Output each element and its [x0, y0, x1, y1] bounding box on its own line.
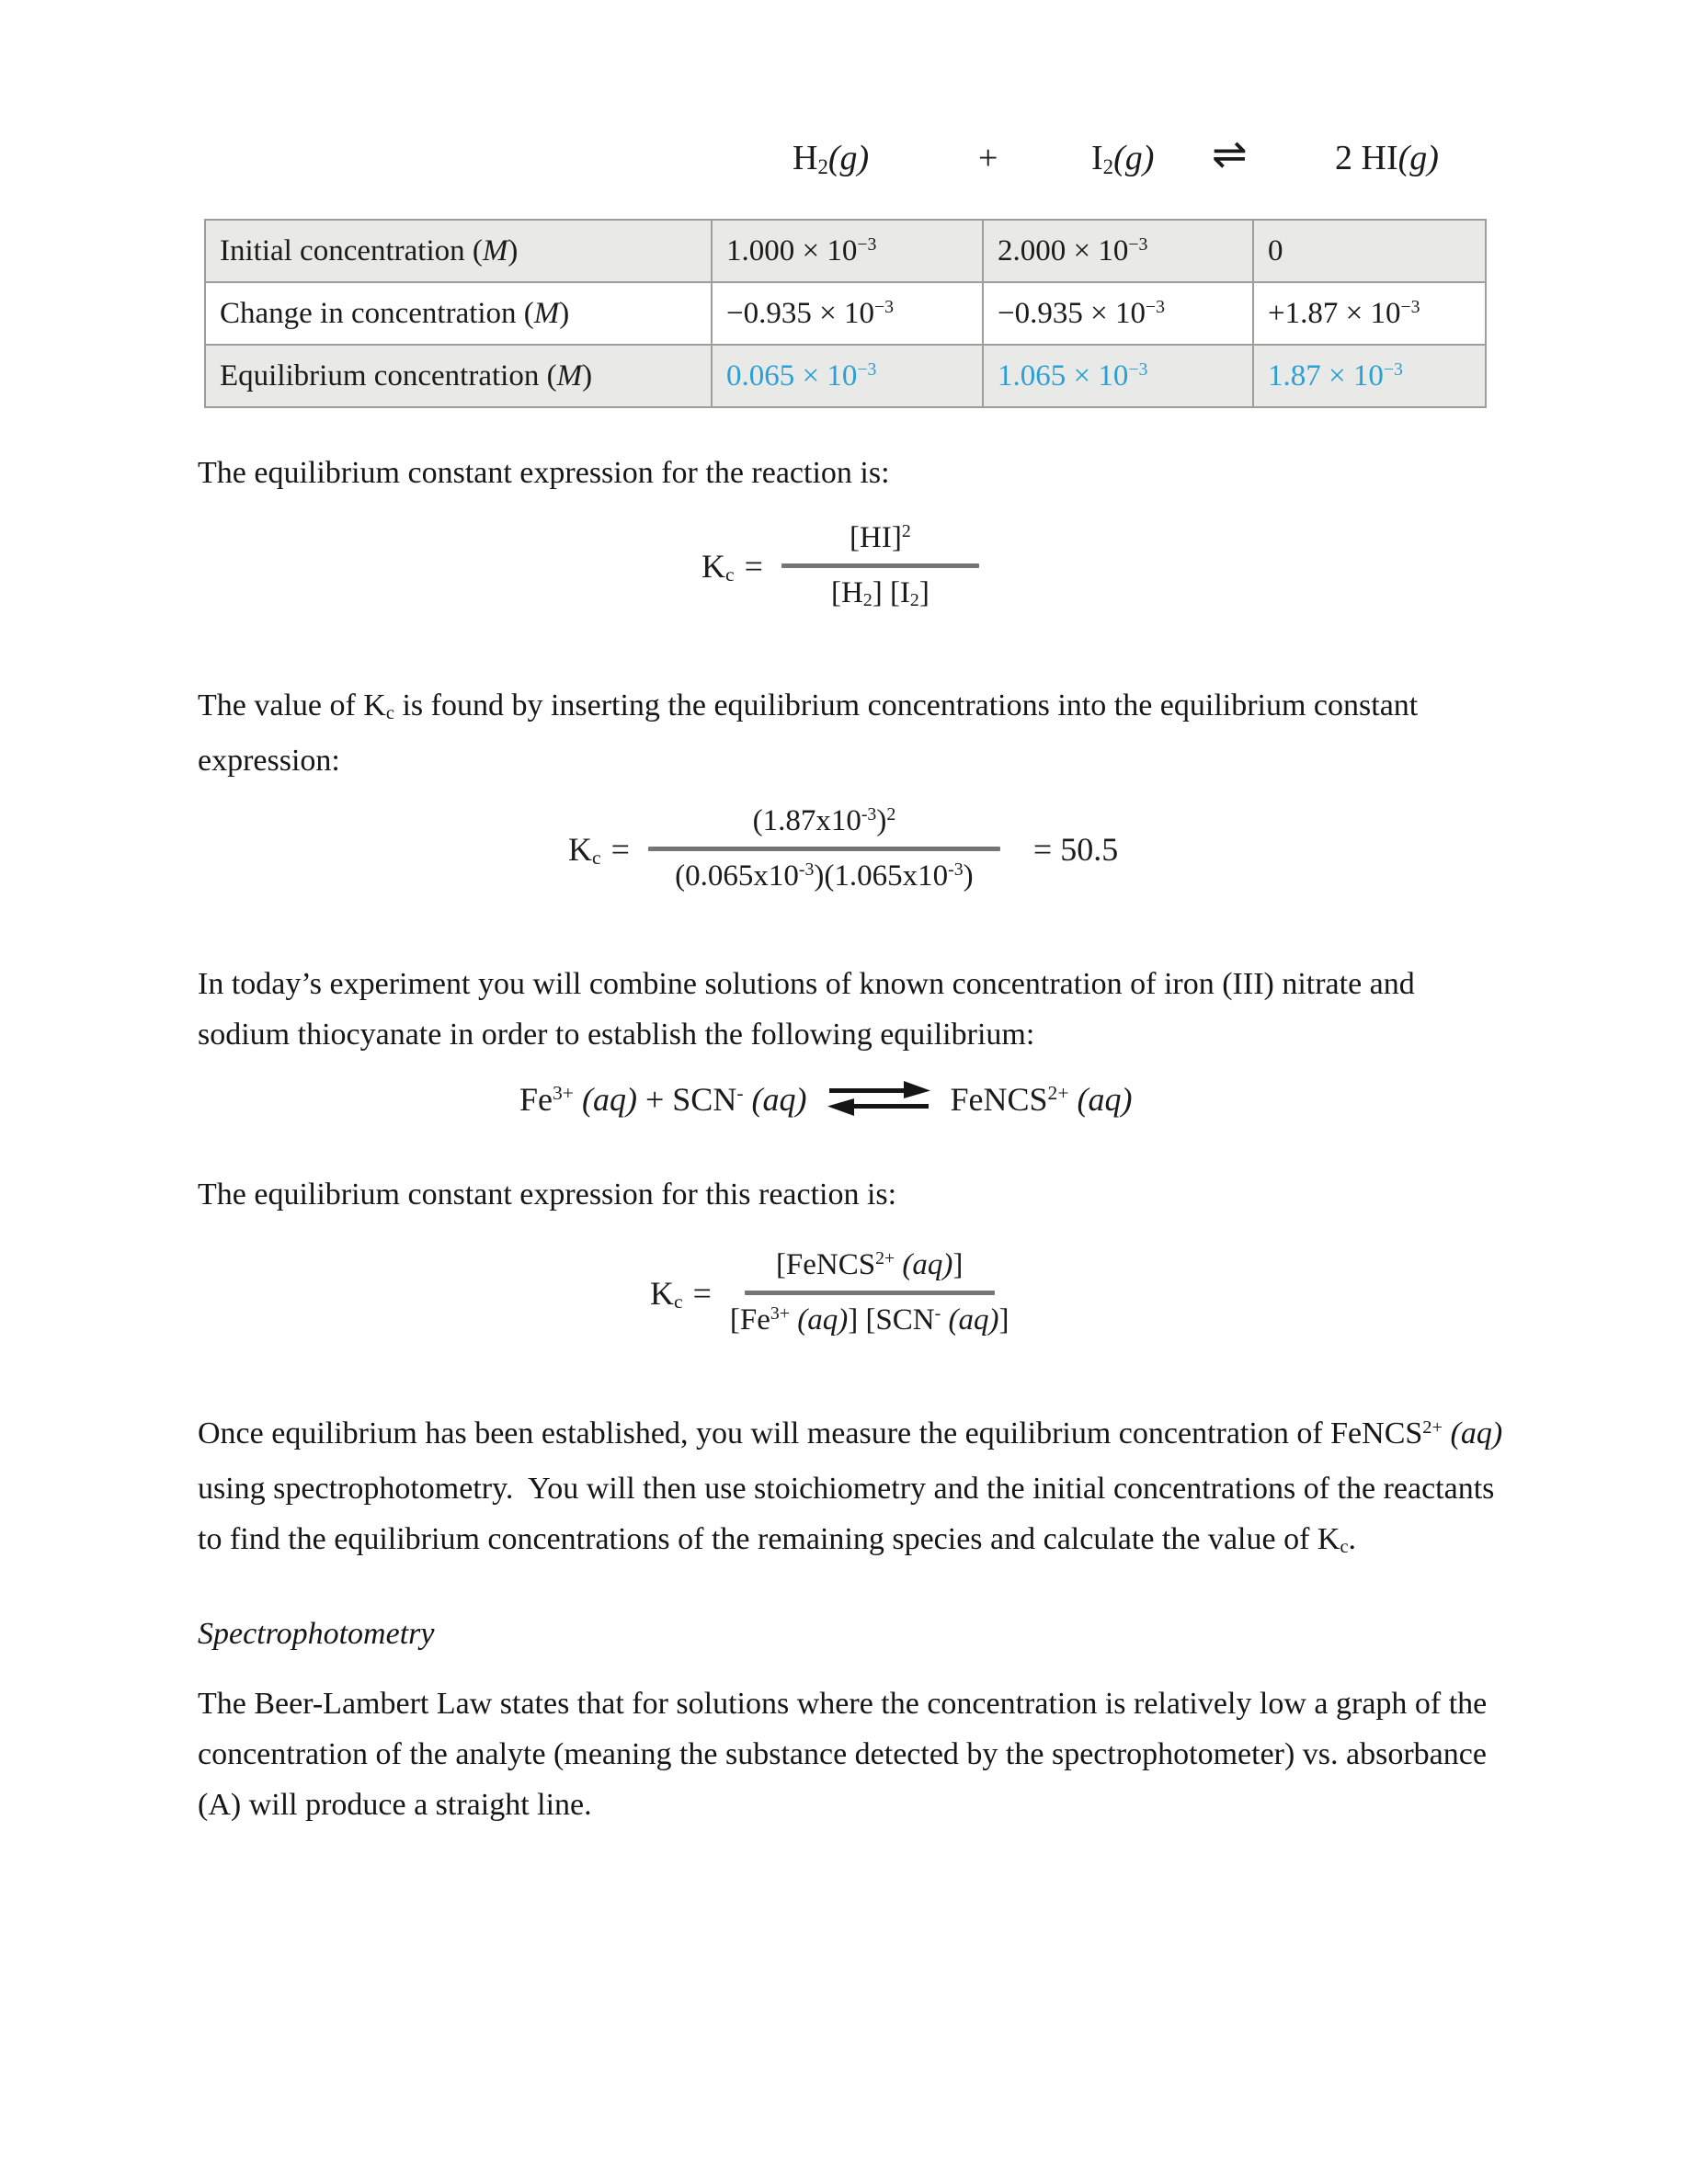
table-row-initial — [205, 220, 1486, 282]
kc-letter: K — [650, 1274, 674, 1312]
paragraph-experiment-intro: In today’s experiment you will combine solutions of known concentration of iron (III) nitrate and sodium thiocyanate in order to establish the following equilibrium: — [198, 967, 1415, 1052]
table-cell-equilibrium-hi — [1253, 345, 1486, 407]
cell-value: +1.87 × 10 — [1268, 296, 1401, 330]
paragraph-beer-lambert: The Beer-Lambert Law states that for solutions where the concentration is relatively low a graph of the concentration of the analyte (meaning the substance detected by the spectrophotometer) vs. absorbance (A) will produce a straight line. — [198, 1687, 1488, 1822]
denominator-text: (0.065x10 — [675, 859, 799, 893]
fraction — [781, 519, 979, 613]
fraction — [730, 1246, 1009, 1340]
kc-expression-fencs — [650, 1246, 1009, 1340]
denominator-state: (aq) — [941, 1303, 999, 1337]
species-i2-state: (g) — [1113, 139, 1155, 177]
numerator-text: (1.87x10 — [752, 804, 861, 837]
row-label-text: Equilibrium concentration ( — [220, 358, 557, 392]
denominator — [675, 858, 973, 895]
species-scn-charge: - — [736, 1082, 744, 1105]
kc-subscript: c — [592, 847, 601, 870]
cell-exponent: −3 — [857, 233, 877, 255]
paragraph-text: . — [1348, 1522, 1357, 1556]
table-cell-initial-i2 — [983, 220, 1253, 282]
species-fe — [519, 1081, 637, 1118]
plus-sign: + — [636, 1081, 673, 1118]
numerator-text: [HI] — [850, 521, 902, 554]
denominator-charge: 3+ — [770, 1303, 790, 1325]
kc-subscript: c — [1340, 1537, 1349, 1558]
equals-sign: = — [610, 830, 630, 868]
row-label-initial — [205, 220, 712, 282]
fencs-charge: 2+ — [1422, 1416, 1443, 1438]
kc-expression-hi — [701, 519, 979, 613]
equilibrium-arrows-icon: ⇌ — [1212, 129, 1248, 178]
kc-subscript: c — [385, 703, 394, 724]
kc-symbol — [701, 547, 763, 586]
numerator-exponent: 2 — [886, 804, 896, 825]
row-label-molarity: M — [482, 233, 508, 267]
cell-value: −0.935 × 10 — [998, 296, 1146, 330]
cell-exponent: −3 — [1145, 296, 1166, 317]
cell-exponent: −3 — [1400, 296, 1420, 317]
paragraph-text: using spectrophotometry. You will then use stoichiometry and the initial concentrations of the reactants to find the equilibrium concentrations of the remaining species and calculate the value of K — [198, 1472, 1495, 1556]
species-fencs — [951, 1081, 1133, 1118]
species-hi-state: (g) — [1397, 139, 1439, 177]
paragraph-text: The value of K — [198, 688, 386, 722]
paragraph-kc-value — [198, 680, 1512, 786]
cell-exponent: −3 — [1128, 233, 1148, 255]
table-cell-change-hi — [1253, 282, 1486, 345]
species-fencs-charge: 2+ — [1047, 1082, 1069, 1105]
row-label-close: ) — [582, 358, 593, 392]
cell-value: 0 — [1268, 233, 1283, 267]
ice-table — [204, 219, 1487, 408]
fraction — [648, 802, 1000, 896]
denominator-text: ] [I — [872, 576, 910, 610]
cell-exponent: −3 — [1383, 358, 1403, 380]
row-label-molarity: M — [533, 296, 560, 330]
cell-exponent: −3 — [873, 296, 895, 317]
species-i2-symbol: I — [1091, 139, 1103, 177]
fraction-bar — [648, 847, 1000, 851]
numerator-text: ] — [952, 1248, 964, 1281]
denominator — [831, 574, 930, 612]
denominator-text: [H — [830, 576, 863, 610]
denominator-text: ] — [848, 1303, 866, 1337]
row-label-text: Change in concentration ( — [220, 296, 534, 330]
paragraph-text: Once equilibrium has been established, you will measure the equilibrium concentration of FeNCS — [198, 1416, 1423, 1450]
equals-sign: = — [744, 547, 763, 585]
denominator-text: )(1.065x10 — [814, 859, 949, 893]
kc-result: = 50.5 — [1032, 830, 1119, 868]
species-i2 — [1091, 138, 1154, 178]
equilibrium-arrows-icon — [824, 1079, 934, 1118]
species-scn-symbol: SCN — [672, 1081, 737, 1118]
cell-value: −0.935 × 10 — [726, 296, 874, 330]
reaction-equation-fescn — [519, 1079, 1133, 1119]
cell-value: 1.065 × 10 — [998, 358, 1129, 392]
plus-sign: + — [978, 139, 998, 177]
denominator-charge: - — [934, 1303, 941, 1325]
table-row-change — [205, 282, 1486, 345]
cell-value: 1.87 × 10 — [1268, 358, 1384, 392]
table-cell-initial-h2 — [712, 220, 983, 282]
table-row-equilibrium — [205, 345, 1486, 407]
species-scn-state: (aq) — [743, 1081, 807, 1118]
denominator — [730, 1302, 1009, 1339]
denominator-text: ] — [918, 576, 930, 610]
cell-value: 1.000 × 10 — [726, 233, 858, 267]
denominator-exponent: -3 — [948, 859, 964, 881]
row-label-text: Initial concentration ( — [220, 233, 483, 267]
paragraph-kc-expression-intro-2: The equilibrium constant expression for this reaction is: — [198, 1177, 897, 1211]
species-h2-state: (g) — [827, 139, 870, 177]
table-cell-equilibrium-h2 — [712, 345, 983, 407]
kc-calculation — [568, 802, 1118, 896]
species-fe-symbol: Fe — [519, 1081, 553, 1118]
table-cell-equilibrium-i2 — [983, 345, 1253, 407]
numerator-text: ) — [876, 804, 887, 837]
species-hi-symbol: 2 HI — [1335, 139, 1398, 177]
denominator-subscript: 2 — [862, 590, 873, 611]
numerator-state: (aq) — [895, 1248, 953, 1281]
species-scn — [672, 1081, 806, 1118]
kc-letter: K — [701, 547, 725, 585]
table-cell-initial-hi — [1253, 220, 1486, 282]
denominator-text: ) — [963, 859, 974, 893]
equals-sign: = — [692, 1274, 712, 1312]
kc-letter: K — [568, 830, 592, 868]
denominator-text: ] — [998, 1303, 1009, 1337]
fraction-bar — [781, 563, 979, 568]
paragraph-kc-expression-intro: The equilibrium constant expression for the reaction is: — [198, 456, 890, 490]
species-hi — [1335, 138, 1439, 178]
denominator-text: [Fe — [729, 1303, 770, 1337]
row-label-molarity: M — [556, 358, 583, 392]
numerator — [776, 1246, 963, 1284]
cell-value: 0.065 × 10 — [726, 358, 858, 392]
kc-symbol — [568, 830, 630, 869]
paragraph-text: is found by inserting the equilibrium concentrations into the equilibrium constant expression: — [198, 688, 1419, 778]
numerator-charge: 2+ — [875, 1248, 895, 1269]
numerator-text: [FeNCS — [775, 1248, 876, 1281]
species-h2 — [793, 138, 869, 178]
denominator-exponent: -3 — [798, 859, 815, 881]
kc-symbol — [650, 1274, 712, 1313]
kc-subscript: c — [674, 1291, 683, 1314]
table-cell-change-i2 — [983, 282, 1253, 345]
fencs-state: (aq) — [1443, 1416, 1503, 1450]
numerator — [753, 802, 896, 840]
species-fe-state: (aq) — [573, 1081, 637, 1118]
row-label-close: ) — [559, 296, 570, 330]
numerator-exponent: -3 — [861, 804, 877, 825]
numerator-exponent: 2 — [901, 521, 911, 542]
numerator — [850, 519, 911, 557]
fraction-bar — [745, 1291, 995, 1295]
denominator-subscript: 2 — [909, 590, 919, 611]
row-label-equilibrium — [205, 345, 712, 407]
species-fe-charge: 3+ — [553, 1082, 574, 1105]
section-heading-spectrophotometry: Spectrophotometry — [198, 1617, 435, 1651]
denominator-state: (aq) — [789, 1303, 849, 1337]
row-label-close: ) — [508, 233, 519, 267]
species-h2-symbol: H — [793, 139, 818, 177]
species-h2-subscript: 2 — [817, 154, 828, 178]
table-cell-change-h2 — [712, 282, 983, 345]
cell-exponent: −3 — [1128, 358, 1148, 380]
paragraph-measurement — [198, 1408, 1517, 1569]
species-fencs-symbol: FeNCS — [950, 1081, 1048, 1118]
cell-exponent: −3 — [857, 358, 877, 380]
species-i2-subscript: 2 — [1102, 154, 1114, 178]
denominator-text: [SCN — [865, 1303, 935, 1337]
species-fencs-state: (aq) — [1068, 1081, 1133, 1118]
cell-value: 2.000 × 10 — [998, 233, 1129, 267]
kc-subscript: c — [725, 563, 735, 586]
row-label-change — [205, 282, 712, 345]
